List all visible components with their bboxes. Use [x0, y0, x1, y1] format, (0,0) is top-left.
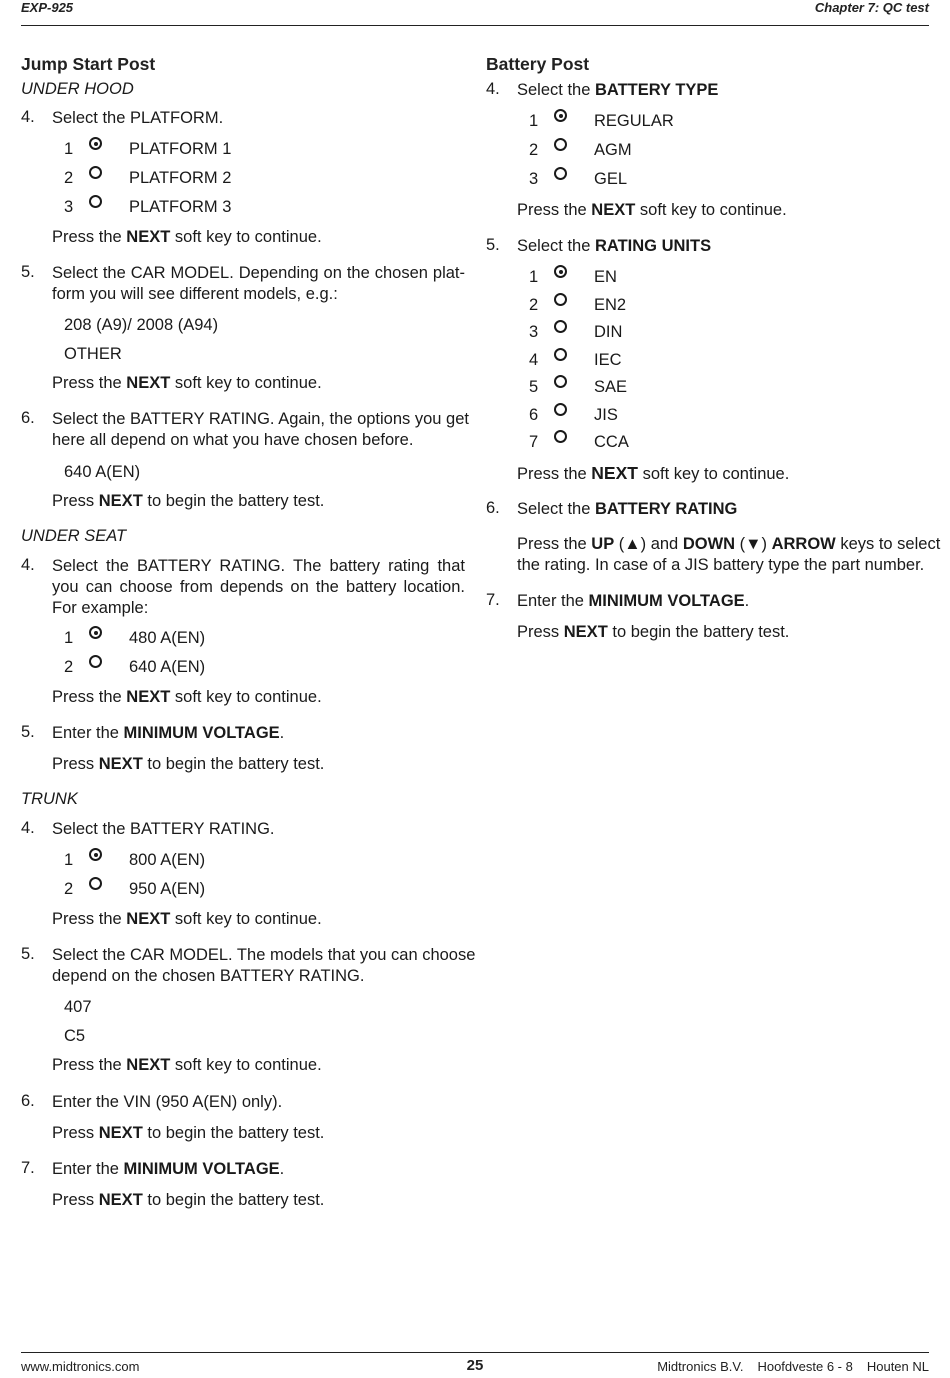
option-number: 5 — [529, 378, 539, 396]
radio-unselected-icon[interactable] — [554, 167, 567, 180]
option-number: 2 — [529, 295, 539, 314]
model-item: OTHER — [64, 345, 122, 363]
option-number: 1 — [529, 112, 539, 130]
step-number: 4. — [21, 819, 35, 837]
option-label: EN — [594, 268, 617, 286]
subsection-under-seat: UNDER SEAT — [21, 527, 127, 545]
radio-unselected-icon[interactable] — [89, 877, 102, 890]
radio-unselected-icon[interactable] — [554, 348, 567, 361]
option-label: DIN — [594, 323, 623, 341]
footer-address: Midtronics B.V. Hoofdveste 6 - 8 Houten NL — [657, 1359, 929, 1374]
press-next-line: Press NEXT to begin the battery test. — [52, 1124, 325, 1142]
step-text: Select the BATTERY RATING. The battery rating that — [52, 557, 465, 575]
section-title-battery-post: Battery Post — [486, 54, 590, 74]
radio-selected-icon[interactable] — [89, 848, 102, 861]
option-label: PLATFORM 2 — [129, 169, 232, 187]
option-label: IEC — [594, 350, 622, 369]
option-number: 4 — [529, 350, 539, 369]
press-next-line: Press NEXT to begin the battery test. — [52, 1191, 325, 1209]
step-text: you can choose from depends on the battery location. — [52, 578, 465, 596]
option-number: 3 — [64, 198, 74, 216]
option-number: 1 — [64, 140, 74, 158]
step-text: Select the CAR MODEL. The models that you can choose — [52, 946, 476, 964]
option-number: 1 — [529, 268, 539, 286]
step-text: Select the BATTERY RATING — [517, 500, 738, 518]
radio-unselected-icon[interactable] — [89, 195, 102, 208]
option-label: 480 A(EN) — [129, 629, 206, 647]
press-next-line: Press the NEXT soft key to continue. — [52, 910, 322, 928]
step-text: depend on the chosen BATTERY RATING. — [52, 967, 365, 985]
section-title-jump-start: Jump Start Post — [21, 54, 156, 74]
radio-unselected-icon[interactable] — [554, 430, 567, 443]
step-number: 6. — [21, 1092, 35, 1110]
press-next-line: Press the NEXT soft key to continue. — [517, 463, 790, 483]
option-number: 6 — [529, 405, 539, 424]
step-text: Select the BATTERY RATING. Again, the options you get — [52, 410, 469, 428]
step-number: 6. — [21, 409, 35, 427]
step-text: Select the BATTERY RATING. — [52, 820, 275, 838]
option-number: 2 — [64, 880, 74, 898]
step-number: 7. — [486, 591, 500, 609]
step-text: For example: — [52, 599, 149, 617]
option-label: GEL — [594, 170, 628, 188]
option-number: 2 — [64, 169, 74, 187]
step-number: 7. — [21, 1159, 35, 1177]
step-text: form you will see different models, e.g.: — [52, 285, 338, 303]
step-text: Enter the VIN (950 A(EN) only). — [52, 1093, 283, 1111]
radio-unselected-icon[interactable] — [89, 655, 102, 668]
option-number: 2 — [529, 141, 539, 159]
step-number: 4. — [486, 80, 500, 98]
option-label: JIS — [594, 405, 618, 424]
step-text: Select the PLATFORM. — [52, 109, 224, 127]
option-number: 7 — [529, 433, 539, 451]
option-label: SAE — [594, 378, 628, 396]
radio-unselected-icon[interactable] — [554, 138, 567, 151]
step-text: Select the RATING UNITS — [517, 237, 712, 255]
option-number: 1 — [64, 851, 74, 869]
option-label: 800 A(EN) — [129, 851, 206, 869]
header-doc-id: EXP-925 — [21, 0, 74, 15]
option-number: 2 — [64, 658, 74, 676]
press-next-line: Press the NEXT soft key to continue. — [517, 201, 787, 219]
step-text: Enter the MINIMUM VOLTAGE. — [517, 592, 750, 610]
option-label: 640 A(EN) — [129, 658, 206, 676]
press-next-line: Press the NEXT soft key to continue. — [52, 374, 322, 392]
radio-unselected-icon[interactable] — [554, 293, 567, 306]
step-number: 4. — [21, 556, 35, 574]
step-number: 5. — [21, 945, 35, 963]
subsection-under-hood: UNDER HOOD — [21, 80, 134, 98]
step-number: 4. — [21, 108, 35, 126]
footer-website: www.midtronics.com — [21, 1359, 140, 1374]
model-item: 208 (A9)/ 2008 (A94) — [64, 316, 219, 334]
option-label: REGULAR — [594, 112, 674, 130]
option-label: AGM — [594, 141, 632, 159]
step-number: 5. — [21, 263, 35, 281]
radio-selected-icon[interactable] — [554, 109, 567, 122]
header-chapter: Chapter 7: QC test — [814, 0, 929, 15]
step-number: 6. — [486, 499, 500, 517]
press-next-line: Press NEXT to begin the battery test. — [52, 492, 325, 510]
option-number: 1 — [64, 629, 74, 647]
press-next-line: Press the NEXT soft key to continue. — [52, 228, 322, 246]
step-number: 5. — [486, 236, 500, 254]
step-text: Enter the MINIMUM VOLTAGE. — [52, 724, 285, 742]
footer-divider — [21, 1352, 929, 1353]
step-text: Select the CAR MODEL. Depending on the chosen plat- — [52, 264, 465, 282]
radio-unselected-icon[interactable] — [89, 166, 102, 179]
model-item: C5 — [64, 1027, 86, 1045]
radio-selected-icon[interactable] — [89, 137, 102, 150]
radio-unselected-icon[interactable] — [554, 375, 567, 388]
header-divider — [21, 25, 929, 26]
option-label: PLATFORM 1 — [129, 140, 232, 158]
rating-item: 640 A(EN) — [64, 463, 141, 481]
option-label: CCA — [594, 433, 629, 451]
press-next-line: Press the NEXT soft key to continue. — [52, 1056, 322, 1074]
arrow-keys-instruction: Press the UP (▲) and DOWN (▼) ARROW keys to select — [517, 535, 941, 553]
step-text: here all depend on what you have chosen before. — [52, 431, 414, 449]
arrow-keys-instruction-cont: the rating. In case of a JIS battery type the part number. — [517, 556, 925, 574]
option-label: 950 A(EN) — [129, 880, 206, 898]
press-next-line: Press NEXT to begin the battery test. — [52, 755, 325, 773]
press-next-line: Press NEXT to begin the battery test. — [517, 623, 790, 641]
radio-selected-icon[interactable] — [89, 626, 102, 639]
radio-unselected-icon[interactable] — [554, 320, 567, 333]
option-number: 3 — [529, 170, 539, 188]
step-number: 5. — [21, 723, 35, 741]
model-item: 407 — [64, 998, 92, 1016]
radio-unselected-icon[interactable] — [554, 403, 567, 416]
option-label: PLATFORM 3 — [129, 198, 232, 216]
option-label: EN2 — [594, 295, 627, 314]
press-next-line: Press the NEXT soft key to continue. — [52, 688, 322, 706]
step-text: Select the BATTERY TYPE — [517, 81, 719, 99]
page-number: 25 — [466, 1357, 484, 1374]
subsection-trunk: TRUNK — [21, 790, 78, 808]
option-number: 3 — [529, 323, 539, 341]
step-text: Enter the MINIMUM VOLTAGE. — [52, 1160, 285, 1178]
radio-selected-icon[interactable] — [554, 265, 567, 278]
